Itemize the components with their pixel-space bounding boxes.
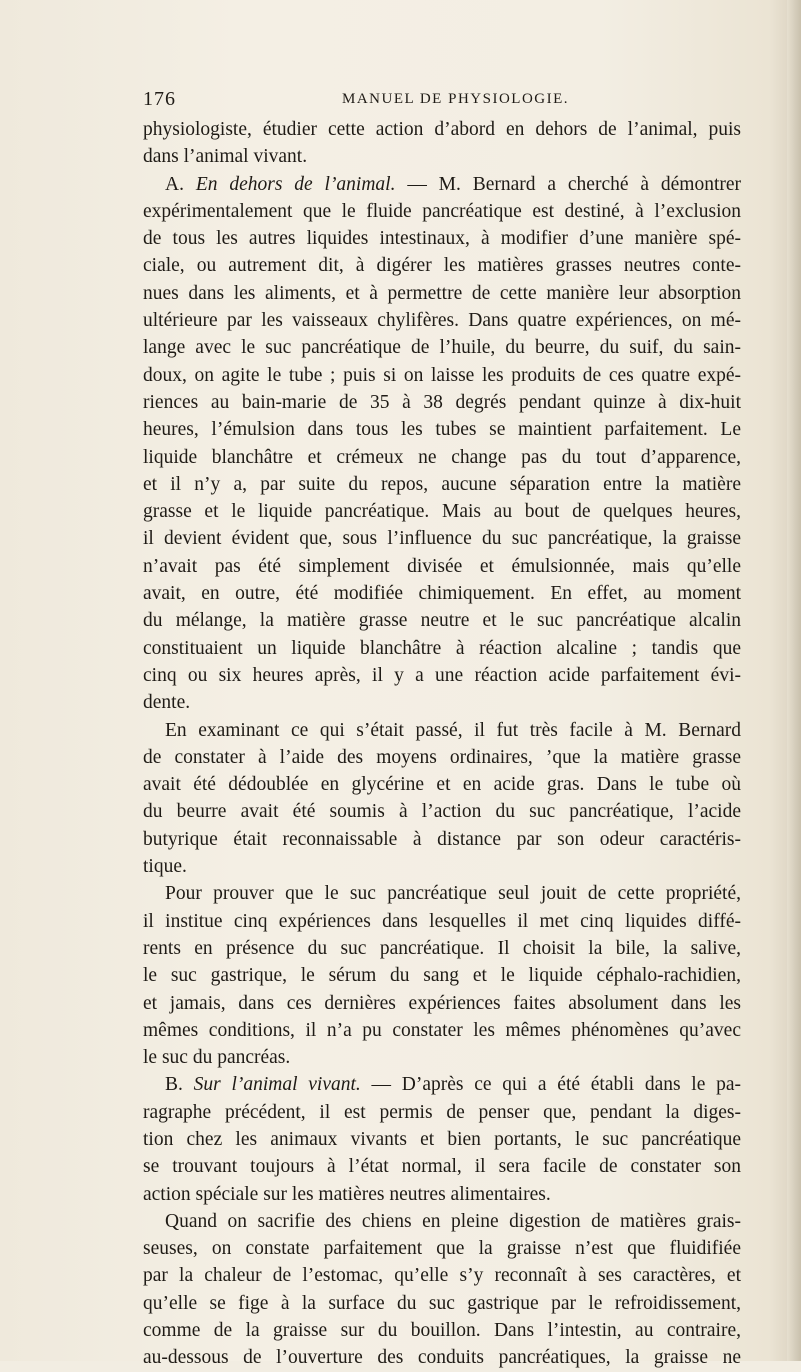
text-line: du mélange, la matière grasse neutre et le suc pancréatique alcalin xyxy=(143,610,741,632)
text-line: physiologiste, étudier cette action d’abord en dehors de l’animal, puis xyxy=(143,119,741,140)
text-line: dans l’animal vivant. xyxy=(143,146,308,168)
text-line: rents en présence du suc pancréatique. Il choisit la bile, la salive, xyxy=(143,937,741,959)
text-line: ragraphe précédent, il est permis de penser que, pendant la diges- xyxy=(143,1101,741,1123)
text-line: mêmes conditions, il n’a pu constater les mêmes phénomènes qu’avec xyxy=(143,1019,741,1041)
section-b-title: Sur l’animal vivant. xyxy=(193,1074,361,1096)
text-line: Pour prouver que le suc pancréatique seul jouit de cette propriété, xyxy=(165,883,741,905)
text-line: se trouvant toujours à l’état normal, il sera facile de constater son xyxy=(143,1156,741,1178)
body-text xyxy=(143,116,741,1372)
text-line: En examinant ce qui s’était passé, il fut très facile à M. Bernard xyxy=(165,719,741,741)
section-a-label: A. xyxy=(165,173,184,195)
text-line: comme de la graisse sur du bouillon. Dans l’intestin, au contraire, xyxy=(143,1320,741,1342)
text-line: expérimentalement que le fluide pancréatique est destiné, à l’exclusion xyxy=(143,200,741,222)
running-head: MANUEL DE PHYSIOLOGIE. xyxy=(342,91,570,107)
text-line: au-dessous de l’ouverture des conduits pancréatiques, la graisse ne xyxy=(143,1347,741,1369)
section-b-label: B. xyxy=(165,1074,183,1096)
text-line: le suc gastrique, le sérum du sang et le liquide céphalo-rachidien, xyxy=(143,965,741,987)
text-line: tion chez les animaux vivants et bien portants, le suc pancréatique xyxy=(143,1128,741,1150)
text-line: constituaient un liquide blanchâtre à réaction alcaline ; tandis que xyxy=(143,637,741,659)
text-line: heures, l’émulsion dans tous les tubes se maintient parfaitement. Le xyxy=(143,419,741,441)
text-line: qu’elle se fige à la surface du suc gastrique par le refroidissement, xyxy=(143,1292,741,1314)
text-line: butyrique était reconnaissable à distance par son odeur caractéris- xyxy=(143,828,741,850)
text-line: liquide blanchâtre et crémeux ne change pas du tout d’apparence, xyxy=(143,446,741,468)
text-line: et il n’y a, par suite du repos, aucune séparation entre la matière xyxy=(143,473,741,495)
text-line: par la chaleur de l’estomac, qu’elle s’y reconnaît à ses caractères, et xyxy=(143,1265,741,1287)
text-line: il devient évident que, sous l’influence du suc pancréatique, la graisse xyxy=(143,528,741,550)
page-header xyxy=(143,88,743,116)
text-line: le suc du pancréas. xyxy=(143,1047,291,1069)
section-a-title: En dehors de l’animal. xyxy=(195,173,396,195)
text-line: tique. xyxy=(143,856,187,878)
text-line: action spéciale sur les matières neutres alimentaires. xyxy=(143,1183,551,1205)
section-b-rest: — D’après ce qui a été établi dans le pa- xyxy=(360,1074,741,1096)
text-line: de tous les autres liquides intestinaux, à modifier d’une manière spé- xyxy=(143,228,741,250)
text-line: ciale, ou autrement dit, à digérer les matières grasses neutres conte- xyxy=(143,255,741,277)
text-line: cinq ou six heures après, il y a une réaction acide parfaitement évi- xyxy=(143,664,741,686)
section-a-rest: — M. Bernard a cherché à démontrer xyxy=(395,173,742,195)
text-line: seuses, on constate parfaitement que la graisse n’est que fluidifiée xyxy=(143,1238,741,1260)
text-line: avait été dédoublée en glycérine et en acide gras. Dans le tube où xyxy=(143,774,741,796)
text-line: doux, on agite le tube ; puis si on laisse les produits de ces quatre expé- xyxy=(143,364,741,386)
section-b-heading-line xyxy=(143,1071,741,1098)
text-line: et jamais, dans ces dernières expériences faites absolument dans les xyxy=(143,992,741,1014)
text-line: grasse et le liquide pancréatique. Mais au bout de quelques heures, xyxy=(143,501,741,523)
text-line: nues dans les aliments, et à permettre de cette manière leur absorption xyxy=(143,282,741,304)
text-line: de constater à l’aide des moyens ordinaires, ’que la matière grasse xyxy=(143,746,741,768)
text-line: riences au bain-marie de 35 à 38 degrés pendant quinze à dix-huit xyxy=(143,391,741,413)
text-line: avait, en outre, été modifiée chimiquement. En effet, au moment xyxy=(143,583,741,605)
text-line: lange avec le suc pancréatique de l’huile, du beurre, du suif, du sain- xyxy=(143,337,741,359)
page-number: 176 xyxy=(143,88,176,110)
text-line: ultérieure par les vaisseaux chylifères. Dans quatre expériences, on mé- xyxy=(143,310,741,332)
text-line: du beurre avait été soumis à l’action du suc pancréatique, l’acide xyxy=(143,801,741,823)
text-line: Quand on sacrifie des chiens en pleine digestion de matières grais- xyxy=(165,1210,741,1232)
section-a-heading-line xyxy=(143,171,741,198)
text-line: n’avait pas été simplement divisée et émulsionnée, mais qu’elle xyxy=(143,555,741,577)
text-line: dente. xyxy=(143,692,191,714)
page-edge xyxy=(787,0,801,1361)
text-line: il institue cinq expériences dans lesquelles il met cinq liquides diffé- xyxy=(143,910,741,932)
